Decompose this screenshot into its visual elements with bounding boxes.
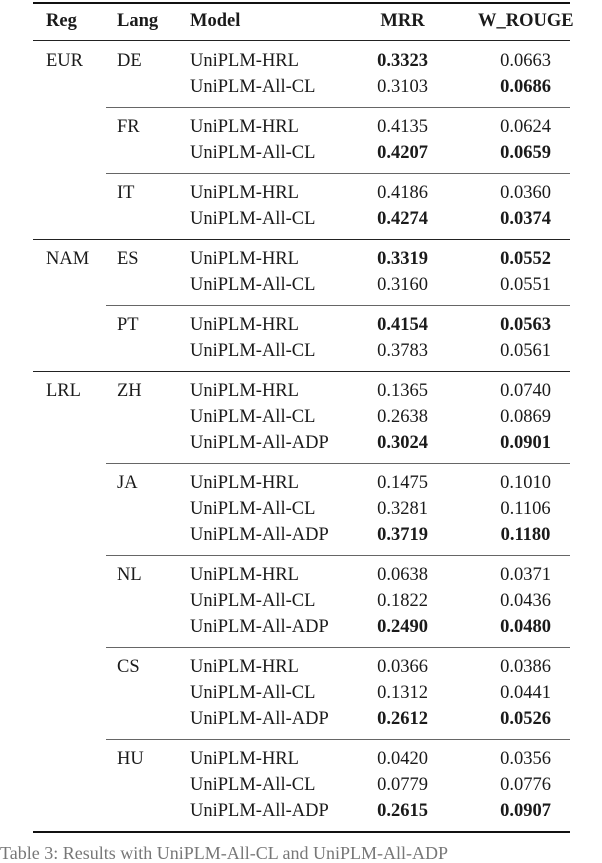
mrr-value: 0.3281 (377, 499, 428, 519)
w-rouge-value: 0.0563 (500, 315, 551, 335)
model-name: UniPLM-HRL (190, 183, 299, 203)
table-caption: Table 3: Results with UniPLM-All-CL and UniPLM-All-ADP (0, 843, 449, 863)
mrr-value: 0.1822 (377, 591, 428, 611)
language-separator (106, 173, 570, 174)
header-rule (33, 40, 570, 41)
mrr-value: 0.2615 (377, 801, 428, 821)
model-name: UniPLM-All-CL (190, 775, 316, 795)
model-name: UniPLM-All-CL (190, 143, 316, 163)
w-rouge-value: 0.0356 (500, 749, 551, 769)
bottom-rule (33, 831, 570, 833)
language-label: NL (117, 565, 142, 585)
w-rouge-value: 0.0386 (500, 657, 551, 677)
mrr-value: 0.4135 (377, 117, 428, 137)
mrr-value: 0.0420 (377, 749, 428, 769)
language-label: HU (117, 749, 144, 769)
mrr-value: 0.0638 (377, 565, 428, 585)
model-name: UniPLM-All-CL (190, 275, 316, 295)
w-rouge-value: 0.0624 (500, 117, 551, 137)
model-name: UniPLM-All-CL (190, 209, 316, 229)
w-rouge-value: 0.0686 (500, 77, 551, 97)
model-name: UniPLM-HRL (190, 249, 299, 269)
w-rouge-value: 0.0663 (500, 51, 551, 71)
model-name: UniPLM-All-CL (190, 683, 316, 703)
mrr-value: 0.3319 (377, 249, 428, 269)
w-rouge-value: 0.0552 (500, 249, 551, 269)
region-label: LRL (46, 381, 81, 401)
w-rouge-value: 0.0561 (500, 341, 551, 361)
w-rouge-value: 0.0441 (500, 683, 551, 703)
table-header (33, 6, 574, 36)
w-rouge-value: 0.1106 (500, 499, 551, 519)
w-rouge-value: 0.0436 (500, 591, 551, 611)
mrr-value: 0.3160 (377, 275, 428, 295)
model-name: UniPLM-HRL (190, 315, 299, 335)
language-separator (106, 305, 570, 306)
region-separator (33, 371, 570, 372)
mrr-value: 0.3323 (377, 51, 428, 71)
language-separator (106, 555, 570, 556)
w-rouge-value: 0.0776 (500, 775, 551, 795)
w-rouge-value: 0.1180 (500, 525, 551, 545)
model-name: UniPLM-All-CL (190, 407, 316, 427)
mrr-value: 0.4207 (377, 143, 428, 163)
model-name: UniPLM-All-CL (190, 341, 316, 361)
mrr-value: 0.3103 (377, 77, 428, 97)
mrr-value: 0.3024 (377, 433, 428, 453)
model-name: UniPLM-All-CL (190, 499, 316, 519)
header-model: Model (190, 11, 241, 31)
language-label: FR (117, 117, 140, 137)
mrr-value: 0.1365 (377, 381, 428, 401)
language-label: CS (117, 657, 140, 677)
top-rule (33, 2, 570, 4)
w-rouge-value: 0.0374 (500, 209, 551, 229)
model-name: UniPLM-All-ADP (190, 617, 329, 637)
header-lang: Lang (117, 11, 159, 31)
model-name: UniPLM-HRL (190, 473, 299, 493)
mrr-value: 0.4274 (377, 209, 428, 229)
region-separator (33, 239, 570, 240)
mrr-value: 0.2612 (377, 709, 428, 729)
w-rouge-value: 0.0907 (500, 801, 551, 821)
mrr-value: 0.4154 (377, 315, 428, 335)
header-mrr: MRR (380, 11, 425, 31)
language-label: DE (117, 51, 142, 71)
mrr-value: 0.3783 (377, 341, 428, 361)
language-label: JA (117, 473, 138, 493)
mrr-value: 0.1312 (377, 683, 428, 703)
model-name: UniPLM-All-ADP (190, 433, 329, 453)
w-rouge-value: 0.1010 (500, 473, 551, 493)
w-rouge-value: 0.0659 (500, 143, 551, 163)
model-name: UniPLM-All-ADP (190, 525, 329, 545)
w-rouge-value: 0.0371 (500, 565, 551, 585)
language-label: ES (117, 249, 139, 269)
model-name: UniPLM-All-CL (190, 77, 316, 97)
mrr-value: 0.1475 (377, 473, 428, 493)
mrr-value: 0.2490 (377, 617, 428, 637)
w-rouge-value: 0.0360 (500, 183, 551, 203)
w-rouge-value: 0.0740 (500, 381, 551, 401)
mrr-value: 0.2638 (377, 407, 428, 427)
w-rouge-value: 0.0526 (500, 709, 551, 729)
model-name: UniPLM-HRL (190, 51, 299, 71)
header-w-rouge: W_ROUGE (478, 11, 574, 31)
language-separator (106, 647, 570, 648)
region-label: EUR (46, 51, 83, 71)
model-name: UniPLM-HRL (190, 117, 299, 137)
region-label: NAM (46, 249, 90, 269)
mrr-value: 0.4186 (377, 183, 428, 203)
w-rouge-value: 0.0869 (500, 407, 551, 427)
w-rouge-value: 0.0480 (500, 617, 551, 637)
model-name: UniPLM-HRL (190, 657, 299, 677)
model-name: UniPLM-HRL (190, 749, 299, 769)
mrr-value: 0.0366 (377, 657, 428, 677)
language-label: PT (117, 315, 139, 335)
model-name: UniPLM-All-CL (190, 591, 316, 611)
language-label: IT (117, 183, 135, 203)
w-rouge-value: 0.0901 (500, 433, 551, 453)
model-name: UniPLM-All-ADP (190, 709, 329, 729)
model-name: UniPLM-HRL (190, 381, 299, 401)
w-rouge-value: 0.0551 (500, 275, 551, 295)
mrr-value: 0.3719 (377, 525, 428, 545)
language-separator (106, 739, 570, 740)
language-separator (106, 107, 570, 108)
mrr-value: 0.0779 (377, 775, 428, 795)
language-separator (106, 463, 570, 464)
header-reg: Reg (46, 11, 77, 31)
model-name: UniPLM-All-ADP (190, 801, 329, 821)
model-name: UniPLM-HRL (190, 565, 299, 585)
language-label: ZH (117, 381, 142, 401)
